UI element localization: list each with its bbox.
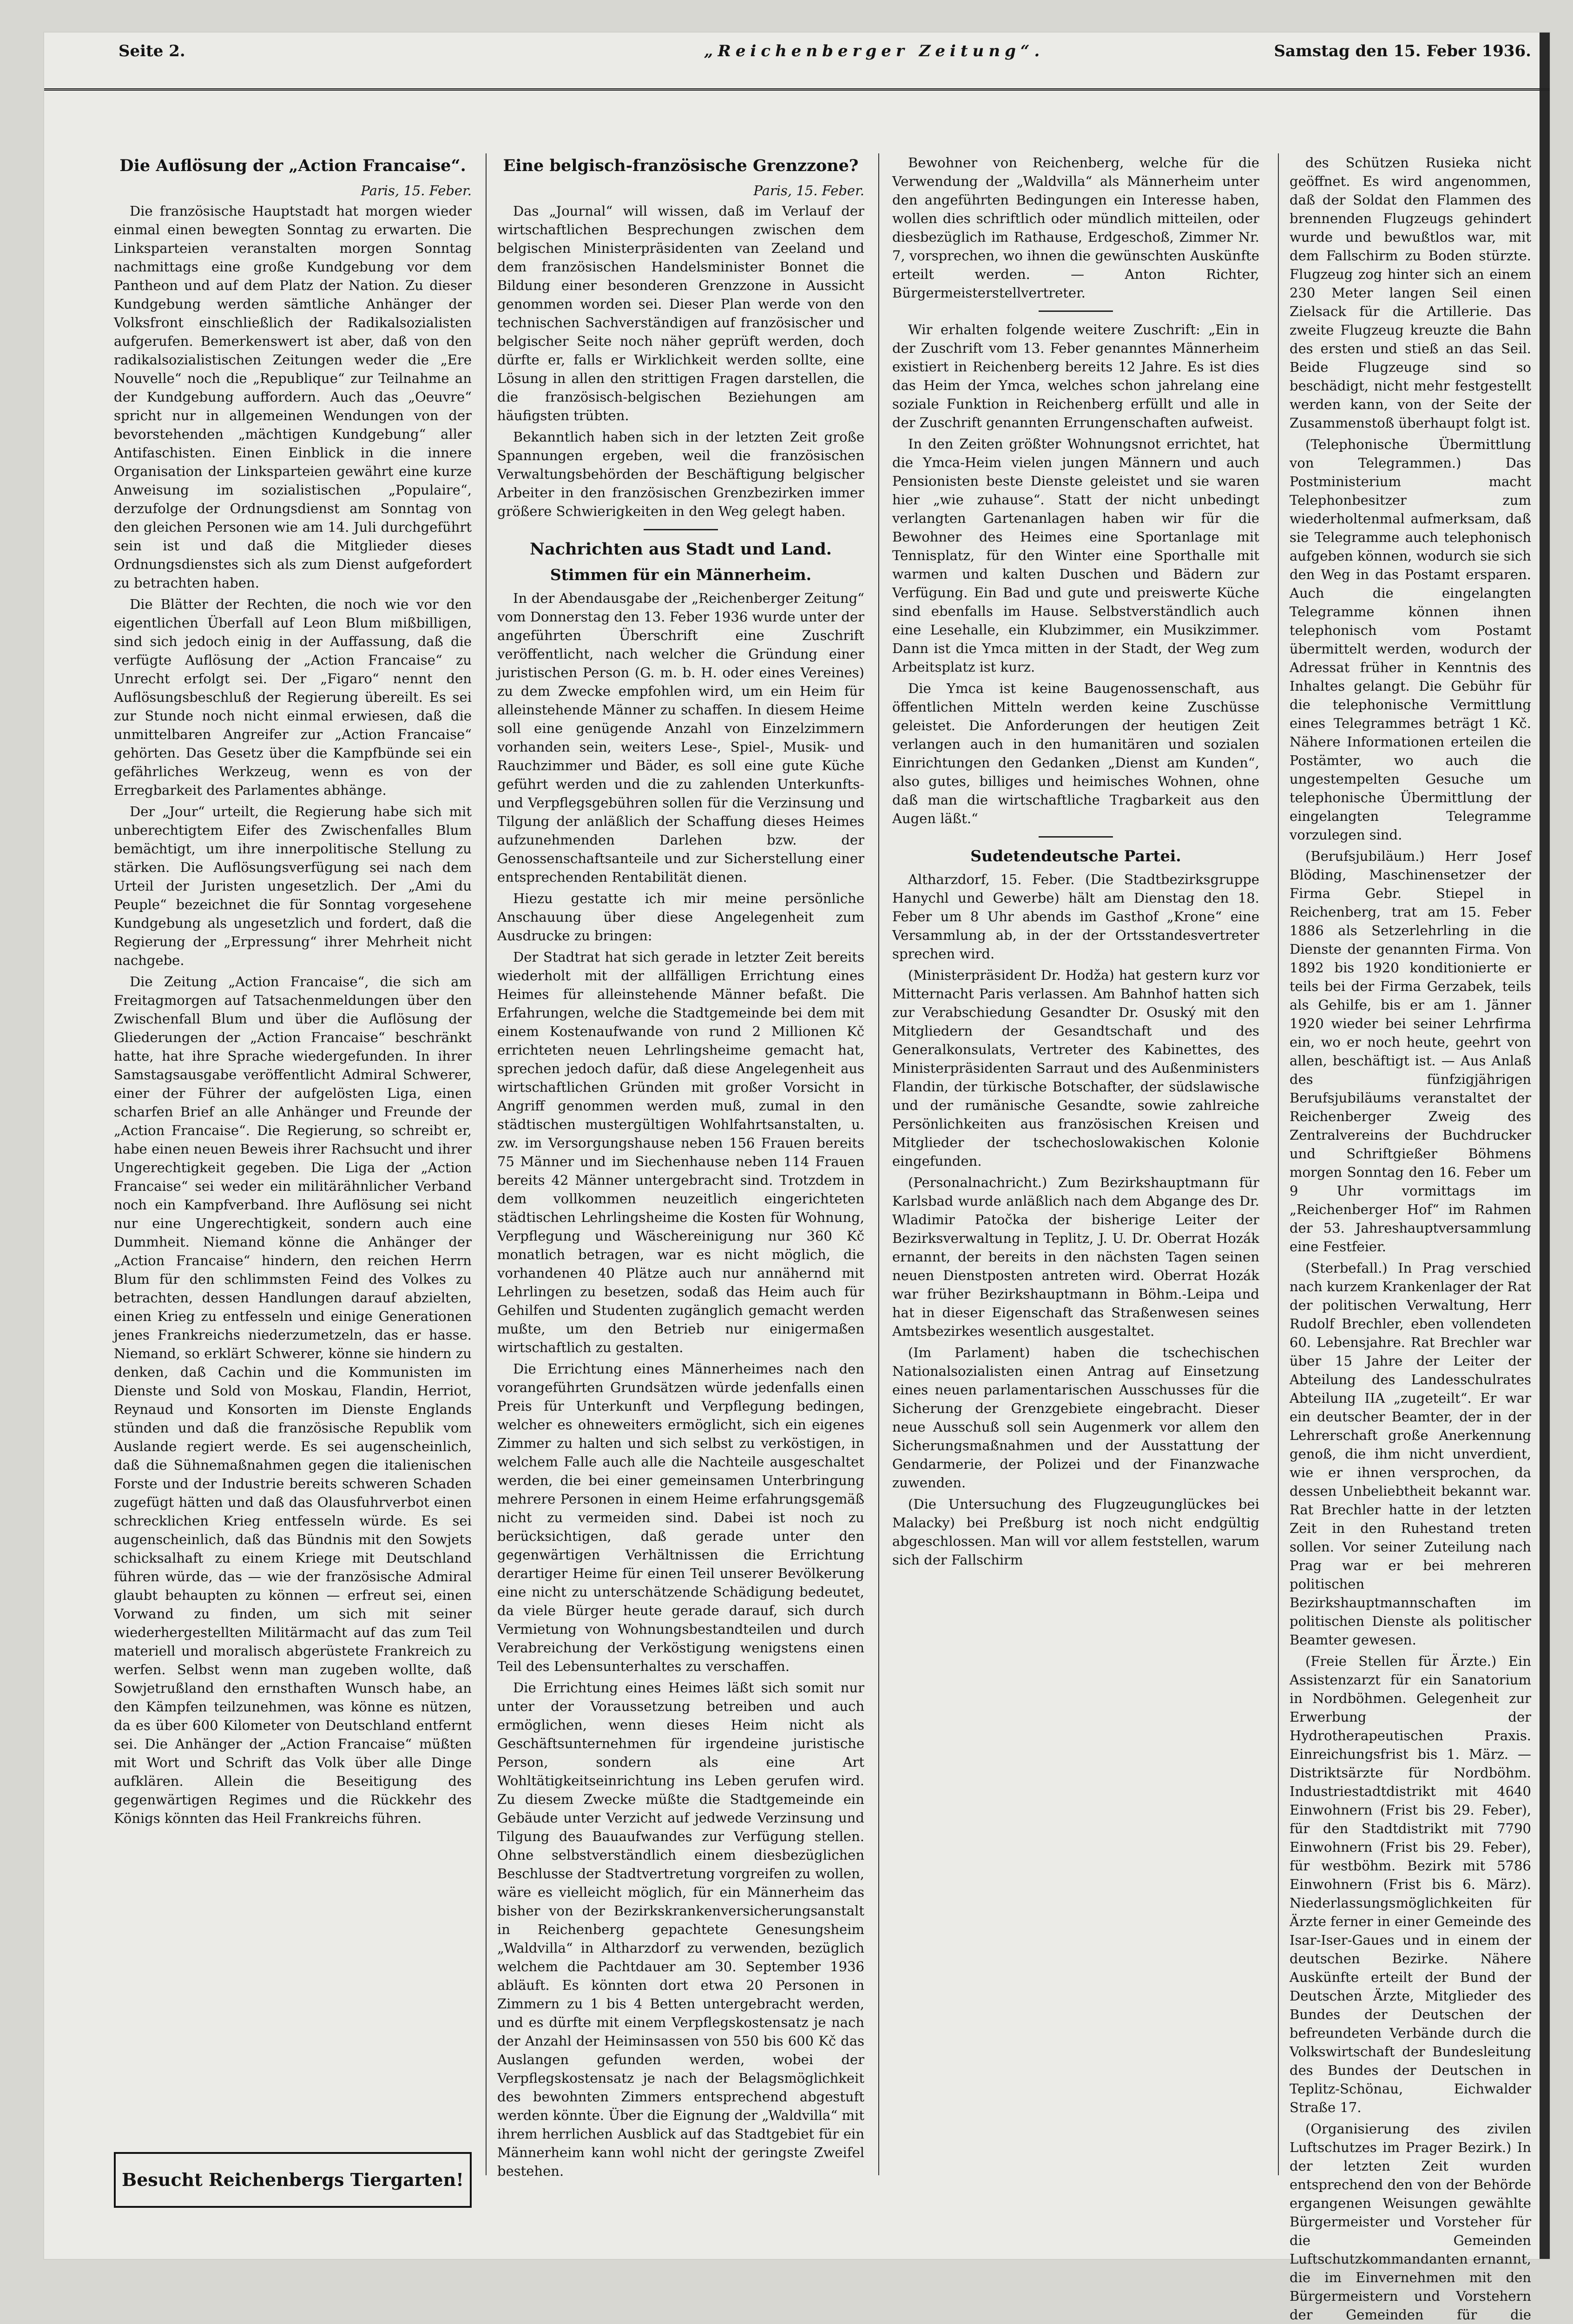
article-paragraph: Der Stadtrat hat sich gerade in letzter Zeit bereits wiederholt mit der allfälligen Errichtung eines Heimes für alleinstehende Männer befaßt. Die Erfahrungen, welche die Stadtgemeinde bei dem mit einem Kostenaufwande von rund 2 Millionen Kč errichteten neuen Lehrlingsheime gemacht hat, sprechen jedoch dafür, daß diese Angelegenheit aus wirtschaftlichen Gründen mit großer Vorsicht in Angriff genommen werden muß, zumal in den städtischen mustergültigen Wohlfahrtsanstalten, u. zw. im Versorgungshause neben 156 Frauen bereits 75 Männer und im Siechenhause neben 114 Frauen bereits 42 Männer untergebracht sind. Trotzdem in dem vollkommen neuzeitlich eingerichteten städtischen Lehrlingsheime die Kosten für Wohnung, Verpflegung und Wäschereinigung nur 360 Kč monatlich betragen, war es nicht möglich, die vorhandenen 40 Plätze auch nur annähernd mit Lehrlingen zu besetzen, sodaß das Heim auch für Gehilfen und Studenten zugänglich gemacht werden mußte, um den Betrieb nur einigermaßen wirtschaftlich zu gestalten. bbox=[497, 949, 864, 1355]
article-paragraph: (Organisierung des zivilen Luftschutzes im Prager Bezirk.) In der letzten Zeit wurden entsprechend den von der Behörde ergangenen Weisungen gewählte Bürgermeister und Vorsteher für die Gemeinden Luftschutzkommandanten ernannt, die im Einvernehmen mit den Bürgermeistern und Vorstehern der Gemeinden für die bbox=[1290, 2121, 1531, 2323]
separator bbox=[1039, 310, 1113, 312]
issue-date: Samstag den 15. Feber 1936. bbox=[1274, 42, 1531, 60]
newspaper-page bbox=[44, 33, 1550, 2323]
column-rule bbox=[486, 153, 487, 2175]
article-paragraph: (Die Untersuchung des Flugzeugunglückes bei Malacky) bei Preßburg ist noch nicht endgültig abgeschlossen. Man will vor allem feststellen, warum sich der Fallschirm bbox=[892, 1496, 1259, 1568]
article-paragraph: (Ministerpräsident Dr. Hodža) hat gestern kurz vor Mitternacht Paris verlassen. Am Bahnhof hatten sich zur Verabschiedung Gesandter Dr. Osuský mit den Mitgliedern der Gesandtschaft und des Generalkonsulats, Vertreter des Kabinettes, des Ministerpräsidenten Sarraut und des Außenministers Flandin, der türkische Botschafter, der südslawische und der rumänische Gesandte, sowie zahlreiche Persönlichkeiten aus französischen Kreisen und Mitglieder der tschechoslowakischen Kolonie eingefunden. bbox=[892, 967, 1259, 1169]
column-4 bbox=[1290, 153, 1531, 2323]
article-paragraph: Die Blätter der Rechten, die noch wie vor den eigentlichen Überfall auf Leon Blum mißbilligen, sind sich jedoch einig in der Auffassung, daß die verfügte Auflösung der „Action Francaise“ zu Unrecht erfolgt sei. Der „Figaro“ nennt den Auflösungsbeschluß der Regierung übereilt. Es sei zur Stunde noch nicht einmal erwiesen, daß die unmittelbaren Angreifer zur „Action Francaise“ gehörten. Das Gesetz über die Kampfbünde sei ein gefährliches Werkzeug, wenn es von der Erregbarkeit des Parlamentes abhänge. bbox=[114, 596, 472, 798]
separator bbox=[644, 529, 718, 530]
article-paragraph: (Berufsjubiläum.) Herr Josef Blöding, Maschinensetzer der Firma Gebr. Stiepel in Reichenberg, trat am 15. Feber 1886 als Setzerlehrling in die Dienste der genannten Firma. Von 1892 bis 1920 konditionierte er teils bei der Firma Gerzabek, teils als Gehilfe, bis er am 1. Jänner 1920 wieder bei seiner Lehrfirma ein, wo er noch heute, geehrt von allen, beschäftigt ist. — Aus Anlaß des fünfzigjährigen Berufsjubiläums veranstaltet der Reichenberger Zweig des Zentralvereins der Buchdrucker und Schriftgießer Böhmens morgen Sonntag den 16. Feber um 9 Uhr vormittags im „Reichenberger Hof“ im Rahmen der 53. Jahreshauptversammlung eine Festfeier. bbox=[1290, 848, 1531, 1254]
article-paragraph: (Sterbefall.) In Prag verschied nach kurzem Krankenlager der Rat der politischen Verwaltung, Herr Rudolf Brechler, eben vollendeten 60. Lebensjahre. Rat Brechler war über 15 Jahre der Leiter der Abteilung des Landesschulrates Abteilung IIA „zugeteilt“. Er war ein deutscher Beamter, der in der Lehrerschaft große Anerkennung genoß, die ihm nicht unverdient, wie er ihnen versprochen, da dessen Unbeliebtheit bekannt war. Rat Brechler hatte in der letzten Zeit in den Ruhestand treten sollen. Vor seiner Zuteilung nach Prag war er bei mehreren politischen Bezirkshauptmannschaften im politischen Dienste als politischer Beamter gewesen. bbox=[1290, 1260, 1531, 1648]
page-number: Seite 2. bbox=[118, 42, 185, 60]
article-paragraph: In der Abendausgabe der „Reichenberger Zeitung“ vom Donnerstag den 13. Feber 1936 wurde unter der angeführten Überschrift eine Zuschrift veröffentlicht, nach welcher die Gründung einer juristischen Person (G. m. b. H. oder eines Vereines) zu dem Zwecke empfohlen wird, um ein Heim für alleinstehende Männer zu schaffen. In diesem Heime soll eine genügende Anzahl von Einzelzimmern vorhanden sein, weiters Lese-, Spiel-, Musik- und Rauchzimmer und Bäder, es soll eine gute Küche geführt werden und die zu zahlenden Unterkunfts- und Verpflegsgebühren sollen für die Verzinsung und Tilgung der anläßlich der Schaffung dieses Heimes aufzunehmenden Darlehen bzw. der Genossenschaftsanteile und zur Sicherstellung einer entsprechenden Rentabilität dienen. bbox=[497, 590, 864, 885]
article-paragraph: Bekanntlich haben sich in der letzten Zeit große Spannungen ergeben, weil die französischen Verwaltungsbehörden der Beschäftigung belgischer Arbeiter in den französischen Grenzbezirken immer größere Schwierigkeiten in den Weg gelegt haben. bbox=[497, 429, 864, 519]
article-paragraph: (Freie Stellen für Ärzte.) Ein Assistenzarzt für ein Sanatorium in Nordböhmen. Gelegenheit zur Erwerbung der Hydrotherapeutischen Praxis. Einreichungsfrist bis 1. März. — Distriktsärzte für Nordböhm. Industriestadtdistrikt mit 4640 Einwohnern (Frist bis 29. Feber), für den Stadtdistrikt mit 7790 Einwohnern (Frist bis 29. Feber), für westböhm. Bezirk mit 5786 Einwohnern (Frist bis 6. März). Niederlassungsmöglichkeiten für Ärzte ferner in einer Gemeinde des Isar-Iser-Gaues und in einem der deutschen Bezirke. Nähere Auskünfte erteilt der Bund der Deutschen Ärzte, Mitglieder des Bundes der Deutschen der befreundeten Verbände durch die Volkswirtschaft der Bundesleitung des Bundes der Deutschen in Teplitz-Schönau, Eichwalder Straße 17. bbox=[1290, 1653, 1531, 2115]
advertisement-text: Besucht Reichenbergs Tiergarten! bbox=[122, 2169, 464, 2190]
article-paragraph: Der „Jour“ urteilt, die Regierung habe sich mit unberechtigtem Eifer des Zwischenfalles Blum bemächtigt, um ihre innerpolitische Stellung zu stärken. Die Auflösungsverfügung sei nach dem Urteil der Juristen ungesetzlich. Der „Ami du Peuple“ bezeichnet die für Sonntag vorgesehene Kundgebung als ungesetzlich und fordert, daß die Regierung der „Erpressung“ ihrer Mehrheit nicht nachgebe. bbox=[114, 804, 472, 968]
separator bbox=[1039, 836, 1113, 838]
article-paragraph: Hiezu gestatte ich mir meine persönliche Anschauung über diese Angelegenheit zum Ausdrucke zu bringen: bbox=[497, 891, 864, 944]
section-title: Nachrichten aus Stadt und Land. bbox=[530, 540, 832, 559]
article-paragraph: Die Ymca ist keine Baugenossenschaft, aus öffentlichen Mitteln werden keine Zuschüsse geleistet. Die Anforderungen der heutigen Zeit verlangen auch in den humanitären und sozialen Einrichtungen den Gedanken „Dienst am Kunden“, also gutes, billiges und heimisches Wohnen, ohne daß man die wirtschaftliche Tragbarkeit aus den Augen läßt.“ bbox=[892, 680, 1259, 826]
column-2 bbox=[497, 153, 864, 2212]
column-rule bbox=[878, 153, 879, 2175]
advertisement-box bbox=[114, 2152, 472, 2208]
newspaper-title: „Reichenberger Zeitung“. bbox=[704, 42, 1045, 60]
article-paragraph: Das „Journal“ will wissen, daß im Verlauf der wirtschaftlichen Besprechungen zwischen dem belgischen Ministerpräsidenten van Zeeland und dem französischen Handelsminister Bonnet die Bildung einer besonderen Grenzzone in Aussicht genommen worden sei. Dieser Plan werde von den technischen Sachverständigen auf französischer und belgischer Seite noch näher geprüft werden, doch dürfte er, falls er Wirklichkeit werden sollte, eine Lösung in allen den strittigen Fragen darstellen, die die französisch-belgischen Beziehungen am häufigsten trübten. bbox=[497, 203, 864, 423]
article-paragraph: des Schützen Rusieka nicht geöffnet. Es wird angenommen, daß der Soldat den Flammen des brennenden Flugzeugs gehindert wurde und bewußtlos war, mit dem Fallschirm zu Boden stürzte. Flugzeug zog hinter sich an einem 230 Meter langen Seil einen Zielsack für die Artillerie. Das zweite Flugzeug kreuzte die Bahn des ersten und stieß an das Seil. Beide Flugzeuge sind so beschädigt, nicht mehr festgestellt werden kann, von der Seite der Zusammenstoß überhaupt folgt ist. bbox=[1290, 155, 1531, 431]
article-paragraph: Die französische Hauptstadt hat morgen wieder einmal einen bewegten Sonntag zu erwarten. Die Linksparteien veranstalten morgen Sonntag nachmittags eine große Kundgebung vor dem Pantheon und auf dem Platz der Nation. Zu dieser Kundgebung werden sämtliche Anhänger der Volksfront einschließlich der Radikalsozialisten aufgerufen. Bemerkenswert ist aber, daß von den radikalsozialistischen Zeitungen weder die „Ere Nouvelle“ noch die „Republique“ zur Teilnahme an der Kundgebung auffordern. Auch das „Oeuvre“ spricht nur in allgemeinen Wendungen von der bevorstehenden „mächtigen Kundgebung“ aller Antifaschisten. Einen Einblick in die innere Organisation der Linksparteien gewährt eine kurze Anweisung im sozialistischen „Populaire“, derzufolge der Ordnungsdienst am Sonntag von den gleichen Personen wie am 14. Juli durchgeführt sein ist und daß die Mitglieder dieses Ordnungsdienstes sich als zum Dienst aufgefordert zu betrachten haben. bbox=[114, 203, 472, 591]
article-paragraph: Die Errichtung eines Männerheimes nach den vorangeführten Grundsätzen würde jedenfalls einen Preis für Unterkunft und Verpflegung bedingen, welcher es ohneweiters ermöglicht, sich ein eigenes Zimmer zu halten und sich selbst zu verköstigen, in welchem Falle auch alle die Nachteile ausgeschaltet werden, die bei einer gemeinsamen Unterbringung mehrere Personen in einem Heime erfahrungsgemäß nicht zu vermeiden sind. Dabei ist noch zu berücksichtigen, daß gerade unter den gegenwärtigen Verhältnissen die Errichtung derartiger Heime für einen Teil unserer Bevölkerung eine nicht zu unterschätzende Schädigung bedeutet, da viele Bürger heute gerade darauf, sich durch Vermietung von Wohnungsbestandteilen und durch Verabreichung der Verköstigung wenigstens einen Teil des Lebensunterhaltes zu verschaffen. bbox=[497, 1361, 864, 1674]
article-dateline: Paris, 15. Feber. bbox=[753, 183, 864, 198]
masthead-header bbox=[44, 33, 1550, 91]
column-3 bbox=[892, 153, 1259, 2212]
scan-edge bbox=[1540, 33, 1550, 2259]
article-paragraph: Die Zeitung „Action Francaise“, die sich am Freitagmorgen auf Tatsachenmeldungen über den Zwischenfall Blum und über die Auflösung der Gliederungen der „Action Francaise“ beschränkt hatte, hat ihre Sprache wiedergefunden. In ihrer Samstagsausgabe veröffentlicht Admiral Schwerer, einer der Führer der aufgelösten Liga, einen scharfen Brief an alle Anhänger und Freunde der „Action Francaise“. Die Regierung, so schreibt er, habe einen neuen Beweis ihrer Rachsucht und ihrer Ungerechtigkeit gegeben. Die Liga der „Action Francaise“ sei weder ein militärähnlicher Verband noch ein Kampfverband. Ihre Auflösung sei nicht nur eine Ungerechtigkeit, sondern auch eine Dummheit. Niemand könne die Anhänger der „Action Francaise“ hindern, den reichen Herrn Blum für den schlimmsten Feind des Volkes zu betrachten, dessen Handlungen darauf abzielten, einen Krieg zu entfesseln und einige Generationen jenes Frankreichs niederzumetzeln, das er hasse. Niemand, so erklärt Schwerer, könne sie hindern zu denken, daß Cachin und die Kommunisten im Dienste und Sold von Moskau, Flandin, Herriot, Reynaud und Konsorten im Dienste Englands stünden und daß die französische Republik vom Auslande regiert werde. Es sei augenscheinlich, daß die Sühnemaßnahmen gegen die italienischen Forste und der Industrie bereits schweren Schaden zugefügt hätten und daß das Olausfuhrverbot einen schrecklichen Krieg entfesseln würde. Es sei augenscheinlich, daß das Bündnis mit den Sowjets schicksalhaft zu einem Kriege mit Deutschland führen würde, das — wie der französische Admiral glaubt behaupten zu können — erfreut sei, einen Vorwand zu finden, um sich mit seiner wiederhergestellten Militärmacht auf das zum Teil materiell und moralisch abgerüstete Frankreich zu werfen. Selbst wenn man zugeben wollte, daß Sowjetrußland den ernsthaften Wunsch habe, an den Kämpfen teilzunehmen, was könne es nützen, da es über 600 Kilometer von Deutschland entfernt sei. Die Anhänger der „Action Francaise“ müßten mit Wort und Schrift das Volk über alle Dinge aufklären. Allein die Beseitigung des gegenwärtigen Regimes und die Rückkehr des Königs könnten das Heil Frankreichs führen. bbox=[114, 974, 472, 1826]
column-rule bbox=[1278, 153, 1279, 2175]
article-headline: Sudetendeutsche Partei. bbox=[970, 847, 1181, 865]
column-1 bbox=[114, 153, 472, 2212]
article-paragraph: Altharzdorf, 15. Feber. (Die Stadtbezirksgruppe Hanychl und Gewerbe) hält am Dienstag den 18. Feber um 8 Uhr abends im Gasthof „Krone“ eine Versammlung ab, in der der Ortsstandesvertreter sprechen wird. bbox=[892, 872, 1259, 962]
article-paragraph: (Telephonische Übermittlung von Telegrammen.) Das Postministerium macht Telephonbesitzer zum wiederholtenmal aufmerksam, daß sie Telegramme auch telephonisch aufgeben können, wodurch sie sich den Weg in das Postamt ersparen. Auch die eingelangten Telegramme können ihnen telephonisch vom Postamt übermittelt werden, wodurch der Adressat früher in Kenntnis des Inhaltes gelangt. Die Gebühr für die telephonische Vermittlung eines Telegrammes beträgt 1 Kč. Nähere Informationen erteilen die Postämter, wo auch die ungestempelten Gesuche um telephonische Übermittlung der eingelangten Telegramme vorzulegen sind. bbox=[1290, 436, 1531, 843]
article-paragraph: (Personalnachricht.) Zum Bezirkshauptmann für Karlsbad wurde anläßlich nach dem Abgange des Dr. Wladimir Patočka der bisherige Leiter der Bezirksverwaltung in Teplitz, J. U. Dr. Oberrat Hozák ernannt, der bereits in den nächsten Tagen seinen neuen Dienstposten antreten wird. Oberrat Hozák war früher Bezirkshauptmann in Böhm.-Leipa und hat in dieser Eigenschaft das Straßenwesen seines Amtsbezirkes wesentlich ausgestaltet. bbox=[892, 1175, 1259, 1339]
article-paragraph: (Im Parlament) haben die tschechischen Nationalsozialisten einen Antrag auf Einsetzung eines neuen parlamentarischen Ausschusses für die Sicherung der Grenzgebiete eingebracht. Dieser neue Ausschuß soll sein Augenmerk vor allem den Sicherungsmaßnahmen und der Ausstattung der Gendarmerie, der Polizei und der Finanzwache zuwenden. bbox=[892, 1345, 1259, 1491]
article-headline: Die Auflösung der „Action Francaise“. bbox=[119, 156, 466, 175]
article-paragraph: In den Zeiten größter Wohnungsnot errichtet, hat die Ymca-Heim vielen jungen Männern und auch Pensionisten beste Dienste geleistet und sie waren hier „wie zuhause“. Statt der nicht unbedingt verlangten Gartenanlagen haben wir für die Bewohner des Heimes eine Sportanlage mit Tennisplatz, für den Winter eine Sporthalle mit warmen und kalten Duschen und Bädern zur Verfügung. Ein Bad und gute und preiswerte Küche sind ebenfalls im Hause. Selbstverständlich auch eine Lesehalle, ein Klubzimmer, ein Musikzimmer. Dann ist die Ymca mitten in der Stadt, der Weg zum Arbeitsplatz ist kurz. bbox=[892, 436, 1259, 675]
article-headline: Stimmen für ein Männerheim. bbox=[550, 566, 812, 584]
article-headline: Eine belgisch-französische Grenzzone? bbox=[503, 156, 859, 175]
article-paragraph: Bewohner von Reichenberg, welche für die Verwendung der „Waldvilla“ als Männerheim unter den angeführten Bedingungen ein Interesse haben, wollen dies schriftlich oder mündlich mitteilen, oder diesbezüglich im Rathause, Erdgeschoß, Zimmer Nr. 7, vorsprechen, wo ihnen die gewünschten Auskünfte erteilt werden. — Anton Richter, Bürgermeisterstellvertreter. bbox=[892, 155, 1259, 301]
article-paragraph: Die Errichtung eines Heimes läßt sich somit nur unter der Voraussetzung betreiben und auch ermöglichen, wenn dieses Heim nicht als Geschäftsunternehmen für irgendeine juristische Person, sondern als eine Art Wohltätigkeitseinrichtung ins Leben gerufen wird. Zu diesem Zwecke müßte die Stadtgemeinde ein Gebäude unter Verzicht auf jedwede Verzinsung und Tilgung des Bauaufwandes zur Verfügung stellen. Ohne selbstverständlich einem diesbezüglichen Beschlusse der Stadtvertretung vorgreifen zu wollen, wäre es vielleicht möglich, für ein Männerheim das bisher von der Bezirkskrankenversicherungsanstalt in Reichenberg gepachtete Genesungsheim „Waldvilla“ in Altharzdorf zu verwenden, bezüglich welchem die Pachtdauer am 30. September 1936 abläuft. Es könnten dort etwa 20 Personen in Zimmern zu 1 bis 4 Betten untergebracht werden, und es dürfte mit einem Verpflegskostensatz je nach der Anzahl der Heiminsassen von 550 bis 600 Kč das Auslangen gefunden werden, wobei der Verpflegskostensatz je nach der Belagsmöglichkeit des bewohnten Zimmers entsprechend abgestuft werden könnte. Über die Eignung der „Waldvilla“ mit ihrem herrlichen Ausblick auf das Stadtgebiet für ein Männerheim kann wohl nicht der geringste Zweifel bestehen. bbox=[497, 1680, 864, 2179]
article-dateline: Paris, 15. Feber. bbox=[361, 183, 472, 198]
article-paragraph: Wir erhalten folgende weitere Zuschrift: „Ein in der Zuschrift vom 13. Feber genanntes Männerheim existiert in Reichenberg bereits 12 Jahre. Es ist dies das Heim der Ymca, welches schon jahrelang eine soziale Funktion in Reichenberg erfüllt und alle in der Zuschrift genannten Errungenschaften aufweist. bbox=[892, 322, 1259, 430]
